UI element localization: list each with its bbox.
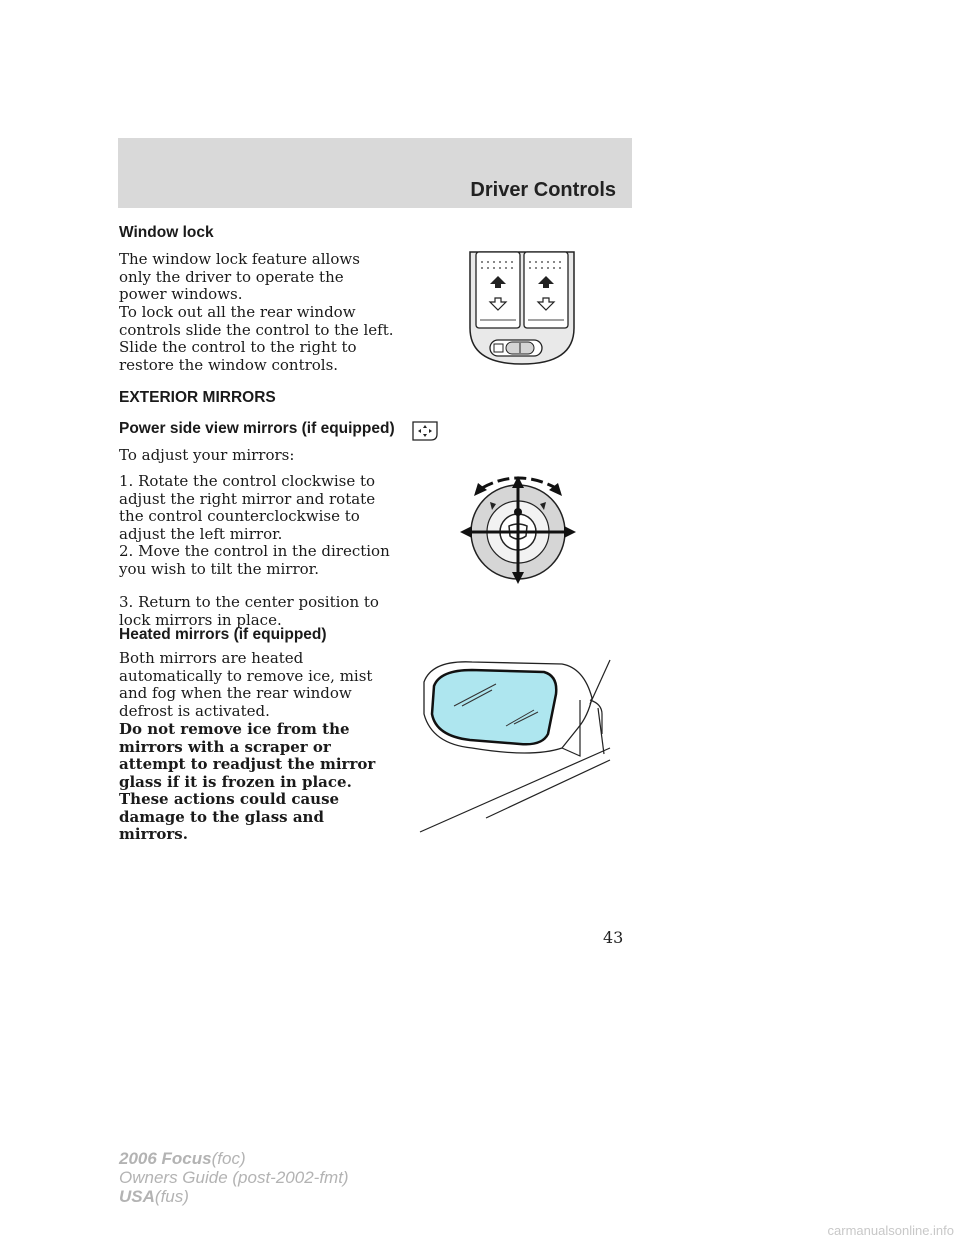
power-mirrors-step-1: 1. Rotate the control clockwise to adjust the right mirror and rotate the control counterclockwise to adjust the left mirror.	[119, 472, 376, 543]
heated-mirrors-paragraph: Both mirrors are heated automatically to remove ice, mist and fog when the rear window defrost is activated.	[119, 649, 373, 720]
window-lock-paragraph-1: The window lock feature allows only the driver to operate the power windows.	[119, 250, 360, 303]
mirror-control-illustration	[456, 466, 580, 592]
footer-model-code: (foc)	[211, 1149, 246, 1168]
page-header-band	[118, 138, 632, 208]
power-mirrors-heading: Power side view mirrors (if equipped)	[119, 420, 395, 437]
footer-market-code: (fus)	[154, 1187, 189, 1206]
section-title: Driver Controls	[470, 179, 616, 201]
window-lock-paragraph-2: To lock out all the rear window controls slide the control to the left. Slide the control to the right to restore the window controls.	[119, 303, 394, 374]
exterior-mirrors-heading: EXTERIOR MIRRORS	[119, 389, 276, 406]
window-lock-heading: Window lock	[119, 224, 214, 241]
footer-guide-name: Owners Guide (post-2002-fmt)	[119, 1168, 349, 1187]
mirror-adjust-icon	[411, 420, 441, 446]
power-mirrors-intro: To adjust your mirrors:	[119, 446, 295, 464]
watermark: carmanualsonline.info	[827, 1223, 954, 1238]
heated-mirrors-heading: Heated mirrors (if equipped)	[119, 626, 327, 643]
page-number: 43	[603, 928, 624, 947]
power-mirrors-step-2: 2. Move the control in the direction you wish to tilt the mirror.	[119, 542, 390, 578]
footer-model: 2006 Focus	[119, 1149, 212, 1168]
footer-market: USA	[119, 1187, 155, 1206]
power-mirrors-step-3: 3. Return to the center position to lock mirrors in place.	[119, 593, 379, 629]
heated-mirrors-warning: Do not remove ice from the mirrors with a scraper or attempt to readjust the mirror glass if it is frozen in place. These actions could cause damage to the glass and mirrors.	[119, 720, 376, 843]
heated-mirror-illustration	[412, 654, 612, 840]
window-switch-illustration	[462, 248, 582, 372]
document-footer	[119, 1149, 349, 1206]
